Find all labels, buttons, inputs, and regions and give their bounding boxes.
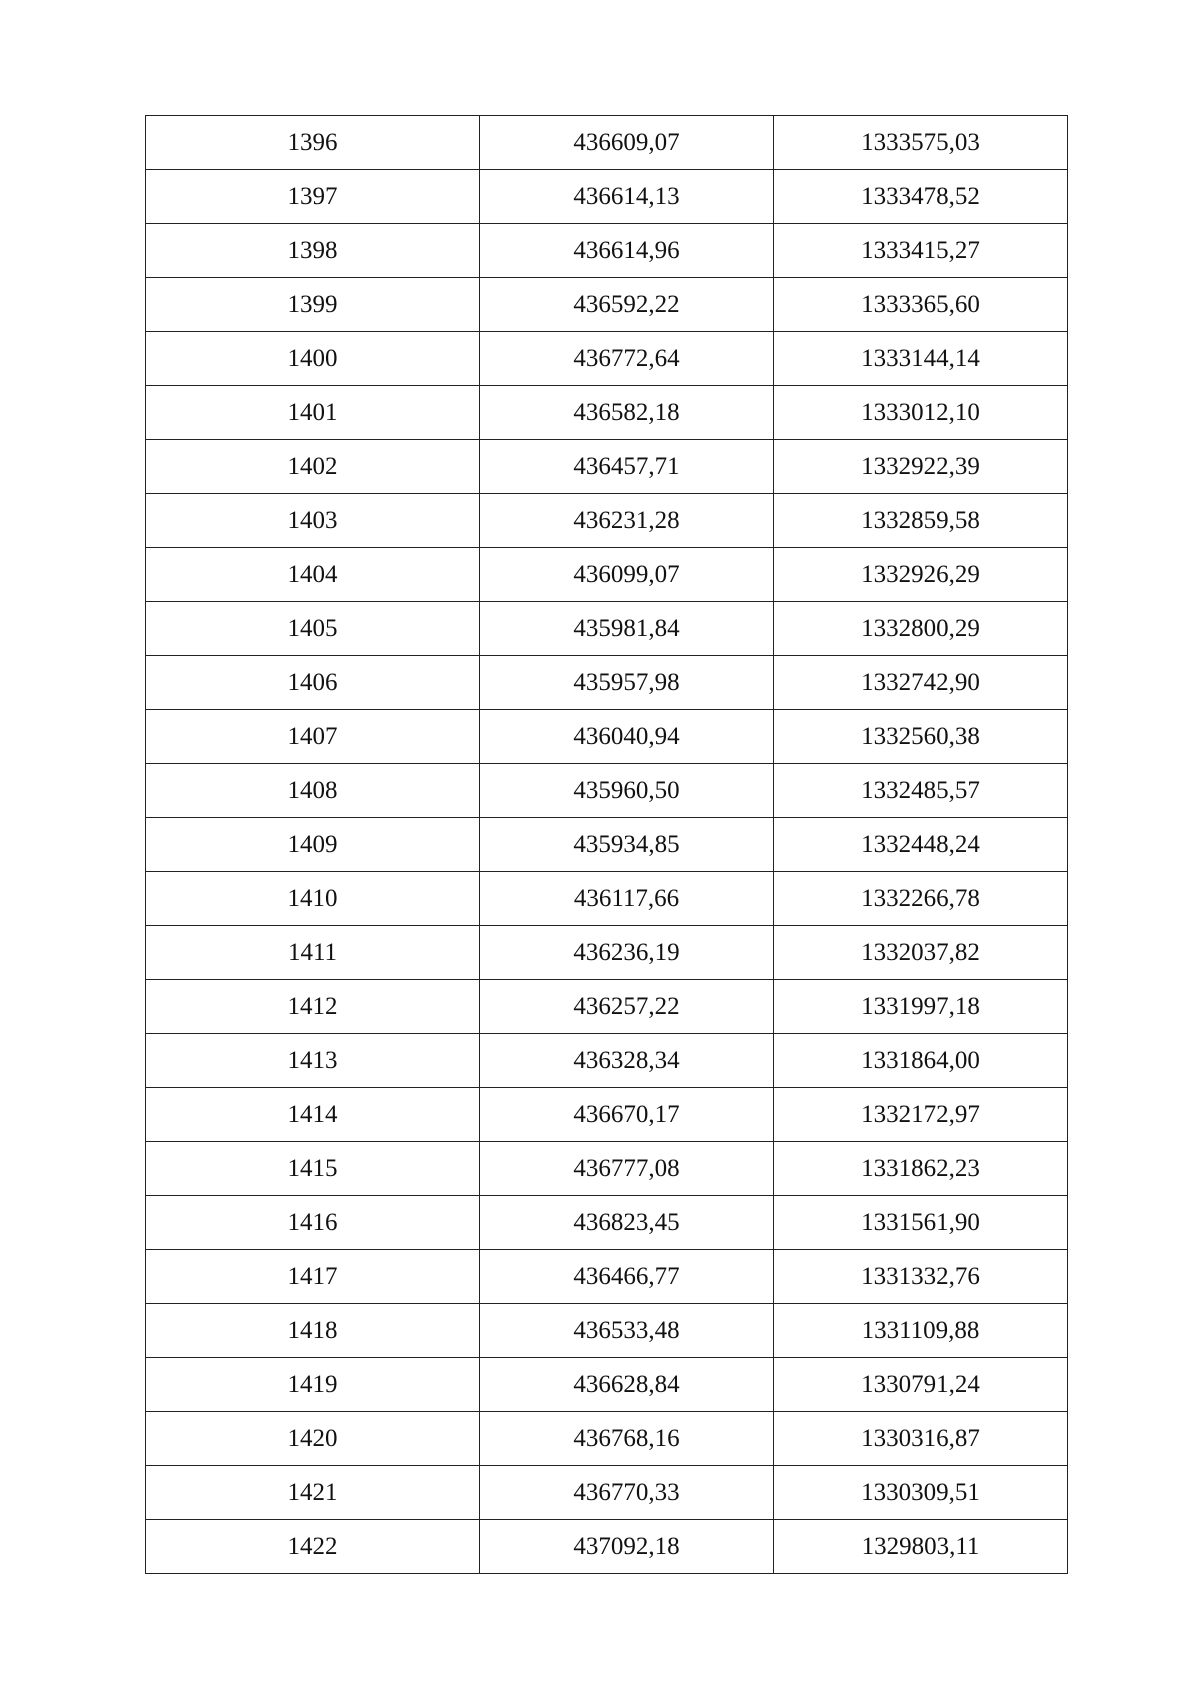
point-number-cell: 1422 [146, 1520, 480, 1574]
table-row [146, 1088, 1068, 1142]
y-coordinate-cell: 1330791,24 [774, 1358, 1068, 1412]
x-coordinate-cell: 436257,22 [480, 980, 774, 1034]
point-number-cell: 1401 [146, 386, 480, 440]
point-number-cell: 1411 [146, 926, 480, 980]
point-number-cell: 1408 [146, 764, 480, 818]
x-coordinate-cell: 436614,13 [480, 170, 774, 224]
x-coordinate-cell: 435957,98 [480, 656, 774, 710]
table-row [146, 1466, 1068, 1520]
x-coordinate-cell: 436231,28 [480, 494, 774, 548]
table-row [146, 1142, 1068, 1196]
point-number-cell: 1399 [146, 278, 480, 332]
x-coordinate-cell: 436777,08 [480, 1142, 774, 1196]
point-number-cell: 1414 [146, 1088, 480, 1142]
y-coordinate-cell: 1330316,87 [774, 1412, 1068, 1466]
y-coordinate-cell: 1331997,18 [774, 980, 1068, 1034]
point-number-cell: 1398 [146, 224, 480, 278]
x-coordinate-cell: 436628,84 [480, 1358, 774, 1412]
table-row [146, 278, 1068, 332]
x-coordinate-cell: 436117,66 [480, 872, 774, 926]
table-row [146, 1412, 1068, 1466]
y-coordinate-cell: 1332448,24 [774, 818, 1068, 872]
point-number-cell: 1400 [146, 332, 480, 386]
table-row [146, 494, 1068, 548]
y-coordinate-cell: 1332172,97 [774, 1088, 1068, 1142]
y-coordinate-cell: 1331862,23 [774, 1142, 1068, 1196]
y-coordinate-cell: 1333012,10 [774, 386, 1068, 440]
y-coordinate-cell: 1332560,38 [774, 710, 1068, 764]
point-number-cell: 1419 [146, 1358, 480, 1412]
table-row [146, 224, 1068, 278]
point-number-cell: 1397 [146, 170, 480, 224]
x-coordinate-cell: 436533,48 [480, 1304, 774, 1358]
y-coordinate-cell: 1333478,52 [774, 170, 1068, 224]
point-number-cell: 1396 [146, 116, 480, 170]
point-number-cell: 1402 [146, 440, 480, 494]
y-coordinate-cell: 1333415,27 [774, 224, 1068, 278]
x-coordinate-cell: 436609,07 [480, 116, 774, 170]
y-coordinate-cell: 1333365,60 [774, 278, 1068, 332]
x-coordinate-cell: 436582,18 [480, 386, 774, 440]
x-coordinate-cell: 436099,07 [480, 548, 774, 602]
table-row [146, 548, 1068, 602]
point-number-cell: 1420 [146, 1412, 480, 1466]
table-row [146, 440, 1068, 494]
x-coordinate-cell: 437092,18 [480, 1520, 774, 1574]
table-row [146, 602, 1068, 656]
point-number-cell: 1416 [146, 1196, 480, 1250]
point-number-cell: 1405 [146, 602, 480, 656]
y-coordinate-cell: 1332266,78 [774, 872, 1068, 926]
coordinates-table [145, 115, 1068, 1574]
y-coordinate-cell: 1333144,14 [774, 332, 1068, 386]
y-coordinate-cell: 1329803,11 [774, 1520, 1068, 1574]
point-number-cell: 1403 [146, 494, 480, 548]
x-coordinate-cell: 436466,77 [480, 1250, 774, 1304]
table-row [146, 980, 1068, 1034]
table-row [146, 332, 1068, 386]
x-coordinate-cell: 436457,71 [480, 440, 774, 494]
table-row [146, 1520, 1068, 1574]
y-coordinate-cell: 1332800,29 [774, 602, 1068, 656]
table-row [146, 710, 1068, 764]
table-row [146, 386, 1068, 440]
x-coordinate-cell: 436772,64 [480, 332, 774, 386]
table-row [146, 116, 1068, 170]
table-row [146, 1196, 1068, 1250]
y-coordinate-cell: 1330309,51 [774, 1466, 1068, 1520]
y-coordinate-cell: 1331561,90 [774, 1196, 1068, 1250]
y-coordinate-cell: 1332037,82 [774, 926, 1068, 980]
coordinates-table-body [146, 116, 1068, 1574]
table-row [146, 656, 1068, 710]
table-row [146, 1034, 1068, 1088]
point-number-cell: 1417 [146, 1250, 480, 1304]
y-coordinate-cell: 1332742,90 [774, 656, 1068, 710]
table-row [146, 1358, 1068, 1412]
y-coordinate-cell: 1333575,03 [774, 116, 1068, 170]
table-row [146, 1304, 1068, 1358]
table-row [146, 1250, 1068, 1304]
x-coordinate-cell: 436614,96 [480, 224, 774, 278]
y-coordinate-cell: 1332859,58 [774, 494, 1068, 548]
x-coordinate-cell: 436592,22 [480, 278, 774, 332]
x-coordinate-cell: 436670,17 [480, 1088, 774, 1142]
point-number-cell: 1413 [146, 1034, 480, 1088]
point-number-cell: 1412 [146, 980, 480, 1034]
table-row [146, 764, 1068, 818]
point-number-cell: 1421 [146, 1466, 480, 1520]
y-coordinate-cell: 1332485,57 [774, 764, 1068, 818]
table-row [146, 926, 1068, 980]
point-number-cell: 1415 [146, 1142, 480, 1196]
x-coordinate-cell: 436236,19 [480, 926, 774, 980]
table-row [146, 818, 1068, 872]
x-coordinate-cell: 435960,50 [480, 764, 774, 818]
point-number-cell: 1407 [146, 710, 480, 764]
y-coordinate-cell: 1332922,39 [774, 440, 1068, 494]
table-row [146, 872, 1068, 926]
point-number-cell: 1404 [146, 548, 480, 602]
x-coordinate-cell: 435981,84 [480, 602, 774, 656]
x-coordinate-cell: 436770,33 [480, 1466, 774, 1520]
x-coordinate-cell: 436768,16 [480, 1412, 774, 1466]
point-number-cell: 1409 [146, 818, 480, 872]
y-coordinate-cell: 1331109,88 [774, 1304, 1068, 1358]
table-row [146, 170, 1068, 224]
x-coordinate-cell: 436823,45 [480, 1196, 774, 1250]
point-number-cell: 1418 [146, 1304, 480, 1358]
point-number-cell: 1410 [146, 872, 480, 926]
y-coordinate-cell: 1331332,76 [774, 1250, 1068, 1304]
x-coordinate-cell: 435934,85 [480, 818, 774, 872]
x-coordinate-cell: 436040,94 [480, 710, 774, 764]
x-coordinate-cell: 436328,34 [480, 1034, 774, 1088]
point-number-cell: 1406 [146, 656, 480, 710]
y-coordinate-cell: 1332926,29 [774, 548, 1068, 602]
y-coordinate-cell: 1331864,00 [774, 1034, 1068, 1088]
